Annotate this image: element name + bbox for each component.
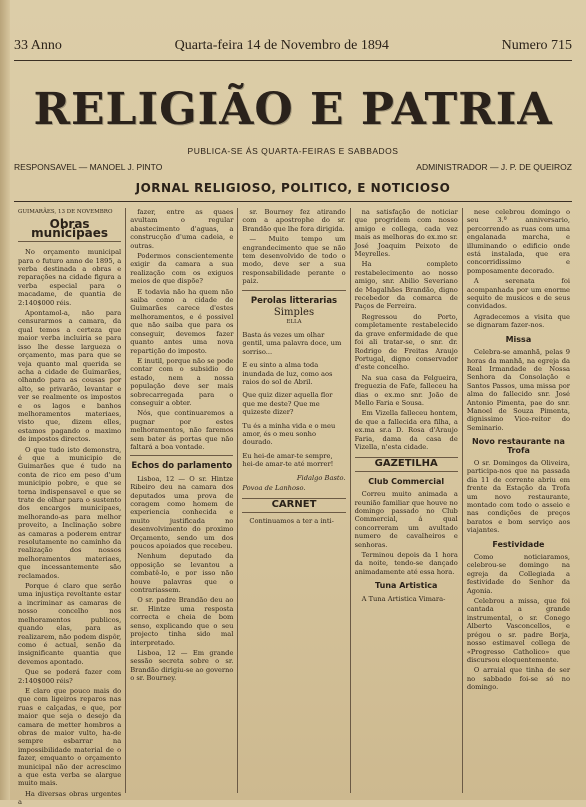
staff-row	[14, 162, 572, 176]
newspaper-title: RELIGIÃO E PATRIA	[33, 83, 553, 135]
poem-subtitle: ELLA	[286, 319, 302, 326]
paragraph: O arraial que tinha de ser no sabbado foi-se só no domingo.	[466, 666, 571, 692]
paragraph: Correu muito animada a reunião familiar que houve no domingo passado no Club Commercial, á qual concorreram um avultado numero de cavalheiros e senhoras.	[354, 490, 458, 549]
paragraph: Terminou depois da 1 hora da noite, tendo-se dançado animadamente até essa hora.	[354, 551, 458, 576]
paragraph: Em Vizella falleceu hontem, de que a fallecida era filha, a ex.ma sr.a D. Rosa d'Araujo Faria, dama da casa de Vizella, n'esta cidade.	[354, 409, 458, 451]
paragraph: Porque é claro que serão uma injustiça revoltante estar a incriminar as camaras de nosso concelho nos melhoramentos publicos, quando elas, para as realizarem, não podem dispôr, como é actual, senão da insignificante quantia que devemos apontado.	[18, 582, 122, 666]
paragraph: A serenata foi acompanhada por um enorme sequito de musicos e de seus convidados.	[466, 277, 571, 311]
journal-tagline: JORNAL RELIGIOSO, POLITICO, E NOTICIOSO	[135, 181, 451, 195]
paragraph: na satisfação de noticiar que progridem com nosso amigo e collega, cada vez mais as melhoras do ex.mo sr. José Joaquim Peixoto de Meyrelles.	[354, 208, 458, 259]
section-divider	[242, 290, 345, 291]
responsible-label: RESPONSAVEL — MANOEL J. PINTO	[14, 162, 163, 172]
paragraph: Ha completo restabelecimento ao nosso amigo, snr. Abilio Severiano de Magalhães Brandão, digno recebedor da comarca de Paços de Ferreira.	[354, 260, 458, 311]
masthead-title-wrap	[0, 80, 586, 138]
poem-stanza: E eu sinto a alma toda inundada de luz, como aos raios do sol de Abril.	[242, 361, 333, 386]
column-4	[351, 208, 463, 793]
article-columns	[14, 208, 574, 807]
heading-carnet: CARNET	[242, 498, 345, 512]
administrator-label: ADMINISTRADOR — J. P. DE QUEIROZ	[416, 162, 572, 172]
heading-festividade: Festividade	[492, 539, 545, 549]
paragraph: No orçamento municipal para o futuro anno de 1895, a verba destinada a obras e reparações na cidade figura a verba especial para o macadame, de quantia de 2:140$000 réis.	[18, 248, 122, 307]
paragraph: Agradecemos a visita que se dignaram fazer-nos.	[466, 312, 571, 330]
paragraph: Celebra-se amanhã, pelas 9 horas da manhã, na egreja da Real Irmandade de Nossa Senhora da Consolação e Santos Passos, uma missa por alma do fallecido snr. José Antonio Pimenta, pae do snr. Manoel de Souza Pimenta, dignissimo Vice-reitor do Seminario.	[466, 348, 571, 432]
paragraph: O que tudo isto demonstra, é que a municipio de Guimarães que é tudo na conta de rico em peso d'um municipio pobre, e que se torna indispensavel e que se trate de olhar para o sustento dos encargos municipaes, melhorando-as para melhor proveito, a Inclinação sobre as camaras a poderem entrar resolutamente no caminho da realização dos nossos melhoramentos materiaes, que incessantemente são reclamados.	[18, 445, 122, 580]
paragraph: fazer, entre as quaes avultam o regular abastecimento d'aguas, a construcção d'uma cadeia, e outras.	[130, 208, 234, 250]
paragraph: Lisboa, 12 — Em grande sessão secreta sobre o sr. Brandão dirigiu-se ao governo o sr. Bourney.	[130, 648, 234, 683]
paragraph: Nenhum deputado da opposição se levantou a combatê-lo, e por isso não houve palavras que o contrariassem.	[130, 552, 234, 595]
heading-echos-parlamento: Echos do parlamento	[131, 461, 233, 472]
heading-novo-restaurante: Novo restaurante na Trofa	[471, 437, 565, 455]
heading-missa: Missa	[505, 334, 532, 344]
column-5	[463, 208, 574, 793]
masthead-info-row	[14, 36, 572, 56]
dateline: GUIMARÃES, 13 DE NOVEMBRO	[18, 209, 113, 215]
paragraph: O sr. Domingos da Oliveira, participa-nos que na passada dia 11 de corrente abriu em frente da Estação da Trofa um novo restaurante, montado com todo o asseio e nas condições de preços baratos e bom serviço aos viajantes.	[466, 458, 571, 535]
column-3	[238, 208, 350, 793]
publication-schedule: PUBLICA-SE ÁS QUARTA-FEIRAS E SABBADOS	[187, 146, 399, 156]
paragraph: Celebrou a missa, que foi cantada a grande instrumental, o sr. Conego Alberto Vasconcellos, e prégou o sr. padre Borja, nosso estimavel collega de «Progresso Catholico» que discursou eloquentemente.	[466, 597, 571, 664]
masthead-rule	[14, 60, 572, 61]
paragraph: Na sua casa da Felgueira, freguezia de Fafe, falleceu ha dias o ex.mo snr. João de Mello Faria e Sousa.	[354, 373, 458, 407]
paragraph: Lisboa, 12 — O sr. Hintze Ribeiro deu na camara dos deputados uma prova de coragem como homem de experiencia conhecida e muito justificada no desenvolvimento do proximo Orçamento, sendo um dos poucos apoiados que recebeu.	[130, 474, 234, 551]
heading-gazetilha: GAZETILHA	[355, 457, 458, 471]
paragraph: — Muito tempo um engrandecimento que se não tem desenvolvido de todo o modo, deve ser a sua responsabilidade perante o paiz.	[242, 235, 346, 286]
paragraph: E inutil, porque não se pode contar com o subsidio do estado, nem a nossa população deve ser mais sobrecarregada para o conseguir a obter.	[130, 356, 234, 407]
paragraph: Continuamos a ter a inti-	[249, 516, 334, 525]
date-label: Quarta-feira 14 de Novembro de 1894	[174, 38, 389, 53]
heading-club-commercial: Club Commercial	[368, 476, 445, 486]
poem-signature: Fidalgo Basto.	[296, 473, 346, 482]
column-1	[14, 208, 126, 807]
paragraph: nese celebrou domingo o seu 3.º anniversario, percorrendo as ruas com uma engalanada marcha, e illuminando o edificio onde está instalada, que era concorridissimo e pomposamente decorado.	[466, 208, 571, 275]
poem-stanza: Basta ás vezes um olhar gentil, uma palavra doce, um sorriso...	[242, 330, 342, 356]
paragraph: Nós, que continuaremos a pugnar por estes melhoramentos, não faremos sem bater ás portas que não faltará a boa vontade.	[130, 409, 234, 451]
poem-stanza: Eu hei-de amar-te sempre, hei-de amar-te até morrer!	[242, 451, 334, 469]
masthead-bottom-rule	[14, 201, 572, 202]
paragraph: O sr. padre Brandão deu ao sr. Hintze uma resposta correcta e cheia de bom senso, explicando que o seu projecto tinha sido mal interpretado.	[130, 596, 234, 647]
column-2	[126, 208, 238, 793]
heading-obras-municipaes: Obras municipaes	[18, 220, 121, 242]
poem	[242, 331, 345, 469]
paragraph: E claro que pouco mais do que com ligeiros reparos nas ruas e calçadas, e que, por maior que seja o desejo da camara de metter hombros a obras de maior vulto, ha-de sempre esbarrar na impossibilidade material de o fazer, emquanto o orçamento municipal não der acrescimo a que esta verba se alargue muito mais.	[18, 686, 122, 788]
paragraph: Que se poderá fazer com 2:140$000 réis?	[18, 668, 122, 685]
paragraph: Apontamol-a, não para censurarmos a camara, da qual temos a certeza que maior verba incluiria se para isso lhe desse largueza o orçamento, mas para que se veja quanto mal querida se acha a cidade de Guimarães, olhando para as cousas por alto, se privarão, levantar e ver se realmente os impostos e os lagos e banhos melhoramentos materiaes, visto que, dizem elles, estamos pagando o maximo de impostos directos.	[18, 309, 122, 444]
section-divider	[130, 455, 233, 456]
year-label: 33 Anno	[14, 38, 62, 53]
paragraph: E todavia não ha quem não saiba como a cidade de Guimarães carece d'estes melhoramentos, e é possivel que não saiba que para os conseguir, devemos fazer quanto antes uma nova repartição do imposto.	[130, 287, 234, 355]
poem-title: Simples	[273, 307, 315, 319]
poem-stanza: Tu és a minha vida e o meu amor, és o meu sonho dourado.	[242, 421, 336, 447]
paragraph: Podermos conscientemente exigir da camara a sua realização com os exiguos meios de que dispõe?	[130, 252, 234, 286]
paragraph: Ha diversas obras urgentes a	[18, 789, 122, 807]
heading-perolas-litterarias: Perolas litterarias	[250, 295, 338, 306]
issue-number: Numero 715	[501, 38, 572, 53]
paragraph: Regressou do Porto, completamente restabelecido da grave enfermidade de que foi ali tratar-se, o snr. dr. Rodrigo de Freitas Araujo Portugal, digno conservador d'este concelho.	[354, 312, 458, 372]
paragraph: A Tuna Artistica Vimara-	[361, 594, 446, 603]
paragraph: Como noticiaramos, celebrou-se domingo na egreja da Collegiada a festividade do Senhor da Agonia.	[466, 553, 571, 595]
heading-tuna-artistica: Tuna Artistica	[375, 581, 438, 591]
paragraph: sr. Bourney fez atirando com a apostrophe do sr. Brandão que lhe fora dirigida.	[242, 208, 346, 233]
poem-stanza: Que quiz dizer aquella flor que me deste? Que me quizeste dizer?	[242, 391, 333, 417]
poem-place: Povoa de Lanhoso.	[242, 483, 306, 492]
